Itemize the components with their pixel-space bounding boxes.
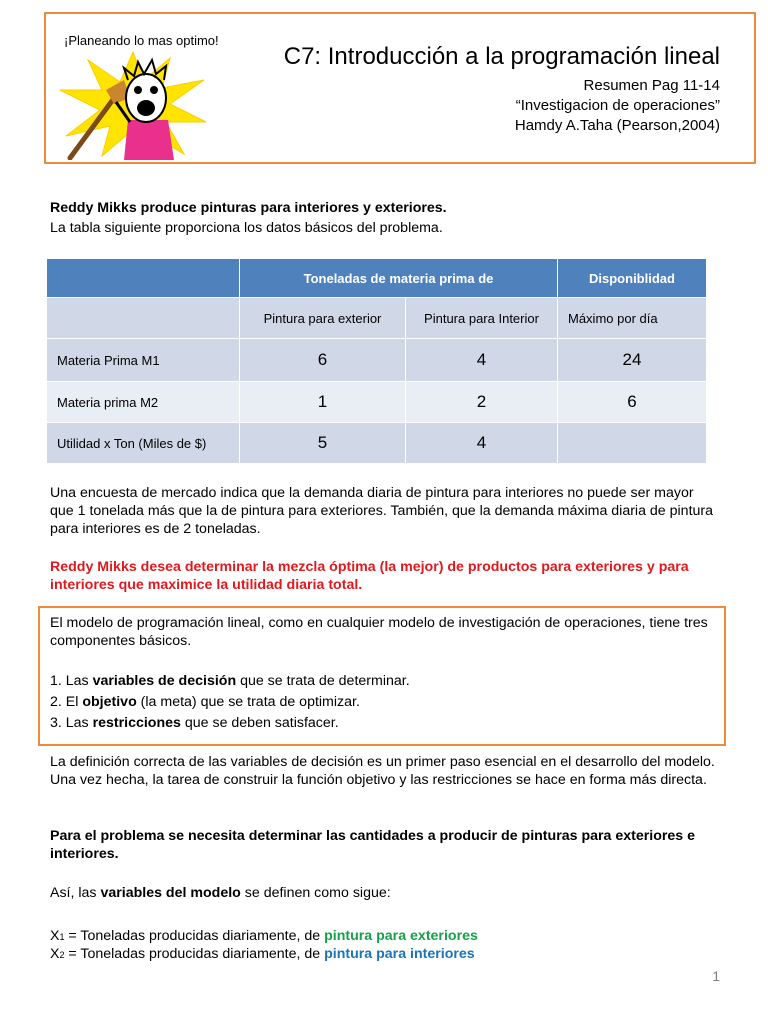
table-cell: 4 bbox=[406, 339, 558, 382]
subtitle-book: “Investigacion de operaciones” bbox=[515, 97, 720, 114]
tagline: ¡Planeando lo mas optimo! bbox=[64, 33, 219, 48]
table-cell: Pintura para exterior bbox=[240, 298, 406, 339]
table-row bbox=[47, 339, 707, 382]
subtitle-pages: Resumen Pag 11-14 bbox=[583, 77, 720, 94]
problem-paragraph: Para el problema se necesita determinar las cantidades a producir de pinturas para exteriores e interiores. bbox=[50, 828, 696, 862]
subtitle-author: Hamdy A.Taha (Pearson,2004) bbox=[514, 117, 720, 134]
table-cell bbox=[47, 298, 240, 339]
table-cell: 5 bbox=[240, 423, 406, 464]
table-cell: Máximo por día bbox=[558, 298, 707, 339]
table-header-cell bbox=[47, 259, 240, 298]
table-row bbox=[47, 423, 707, 464]
model-item-3: 3. Las restricciones que se deben satisfacer. bbox=[50, 715, 339, 731]
variables-intro: Así, las variables del modelo se definen como sigue: bbox=[50, 885, 391, 901]
table-cell: 2 bbox=[406, 382, 558, 423]
table-cell: 6 bbox=[558, 382, 707, 423]
variable-x1: X1 = Toneladas producidas diariamente, de pintura para exteriores bbox=[50, 928, 478, 944]
mascot-illustration bbox=[58, 50, 208, 160]
data-table bbox=[46, 258, 707, 464]
table-subheader-row bbox=[47, 298, 707, 339]
model-intro: El modelo de programación lineal, como en cualquier modelo de investigación de operaciones, tiene tres componentes básicos. bbox=[50, 615, 708, 649]
variable-x2: X2 = Toneladas producidas diariamente, de pintura para interiores bbox=[50, 946, 475, 962]
table-cell: 1 bbox=[240, 382, 406, 423]
intro-line: La tabla siguiente proporciona los datos básicos del problema. bbox=[50, 220, 443, 236]
table-cell: Utilidad x Ton (Miles de $) bbox=[47, 423, 240, 464]
table-cell: 24 bbox=[558, 339, 707, 382]
definition-paragraph: La definición correcta de las variables de decisión es un primer paso esencial en el desarrollo del modelo. Una vez hecha, la tarea de construir la función objetivo y las restricciones se hace en forma más directa. bbox=[50, 754, 715, 788]
goal-paragraph: Reddy Mikks desea determinar la mezcla óptima (la mejor) de productos para exteriores y para interiores que maximice la utilidad diaria total. bbox=[50, 559, 689, 593]
model-item-2: 2. El objetivo (la meta) que se trata de optimizar. bbox=[50, 694, 360, 710]
table-cell: 4 bbox=[406, 423, 558, 464]
table-cell bbox=[558, 423, 707, 464]
table-cell: Materia Prima M1 bbox=[47, 339, 240, 382]
page-title: C7: Introducción a la programación lineal bbox=[283, 43, 720, 70]
survey-paragraph: Una encuesta de mercado indica que la demanda diaria de pintura para interiores no puede ser mayor que 1 tonelada más que la de pintura para exteriores. También, que la demanda máxima diaria de pintura para interiores es de 2 toneladas. bbox=[50, 485, 714, 537]
table-cell: Pintura para Interior bbox=[406, 298, 558, 339]
table-row bbox=[47, 382, 707, 423]
table-header-cell: Disponiblidad bbox=[558, 259, 707, 298]
table-header-row bbox=[47, 259, 707, 298]
page-number: 1 bbox=[712, 968, 720, 984]
table-header-cell: Toneladas de materia prima de bbox=[240, 259, 558, 298]
intro-bold: Reddy Mikks produce pinturas para interiores y exteriores. bbox=[50, 200, 447, 216]
model-item-1: 1. Las variables de decisión que se trata de determinar. bbox=[50, 673, 410, 689]
table-cell: Materia prima M2 bbox=[47, 382, 240, 423]
table-cell: 6 bbox=[240, 339, 406, 382]
